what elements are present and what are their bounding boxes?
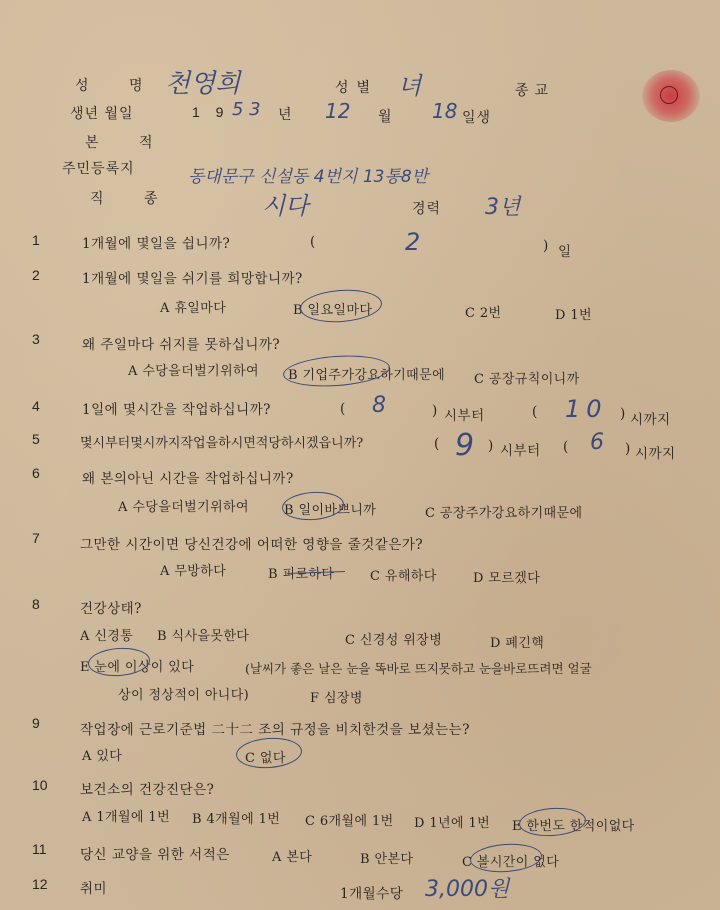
q8-option-c: C 신경성 위장병 xyxy=(345,633,443,648)
q4-from-value: 8 xyxy=(372,393,386,418)
q7-number: 7 xyxy=(32,530,40,546)
q7-option-a: A 무방하다 xyxy=(160,564,227,579)
q8-option-b: B 식사을못한다 xyxy=(157,629,250,644)
q9-answer-circle xyxy=(235,736,303,771)
red-seal-stamp xyxy=(642,70,700,122)
q2-text: 1개월에 몇일을 쉬기를 희망합니까? xyxy=(82,271,303,287)
q9-option-a: A 있다 xyxy=(82,749,123,764)
q10-option-d: D 1년에 1번 xyxy=(414,816,491,831)
q6-option-a: A 수당을더벌기위하여 xyxy=(118,500,249,515)
q6-text: 왜 본의아닌 시간을 작업하십니까? xyxy=(82,471,294,487)
q5-to-unit: 시까지 xyxy=(635,446,676,462)
q5-number: 5 xyxy=(32,431,40,447)
q10-option-c: C 6개월에 1번 xyxy=(305,814,394,829)
q12-text: 취미 xyxy=(80,881,108,897)
q5-from-value: 9 xyxy=(455,428,475,463)
q11-text: 당신 교양을 위한 서적은 xyxy=(80,847,230,863)
q4-paren1-open: ( xyxy=(340,401,346,417)
q10-option-e: E 한번도 한적이없다 xyxy=(512,819,635,834)
seal-inner-ring xyxy=(660,86,678,104)
q2-option-c: C 2번 xyxy=(465,306,502,321)
q4-number: 4 xyxy=(32,398,40,414)
q10-option-b: B 4개월에 1번 xyxy=(192,812,281,827)
name-value: 천영희 xyxy=(165,69,241,99)
q8-option-e-note-cont: 상이 정상적이 아니다) xyxy=(118,688,250,703)
q8-option-e-note: (날씨가 좋은 날은 눈을 똑바로 뜨지못하고 눈을바로뜨려면 얼굴 xyxy=(245,661,592,676)
birth-year-prefix: 1 9 xyxy=(192,104,230,120)
q3-option-c: C 공장규칙이니까 xyxy=(474,372,580,387)
q7-option-d: D 모르겠다 xyxy=(473,571,541,586)
sex-value: 녀 xyxy=(398,72,422,100)
q3-number: 3 xyxy=(32,331,40,347)
address-value: 동대문구 신설동 4번지 13통8반 xyxy=(188,167,429,187)
q8-option-e: E 눈에 이상이 있다 xyxy=(80,660,195,675)
q10-option-a: A 1개월에 1번 xyxy=(82,810,171,825)
q1-paren-open: ( xyxy=(310,234,316,250)
q7-option-c: C 유해하다 xyxy=(370,569,437,584)
birth-year-hand: 5 3 xyxy=(232,99,261,120)
q1-number: 1 xyxy=(32,232,40,248)
address-label: 주민등록지 xyxy=(62,161,135,177)
q3-option-b: B 기업주가강요하기때문에 xyxy=(288,368,446,383)
year-unit: 년 xyxy=(278,107,293,123)
q5-from-unit: 시부터 xyxy=(500,443,541,459)
q1-paren-close: ) xyxy=(543,238,549,254)
q5-paren1-open: ( xyxy=(434,436,440,452)
q1-text: 1개월에 몇일을 쉽니까? xyxy=(82,236,231,252)
q2-option-d: D 1번 xyxy=(555,308,592,323)
job-value: 시다 xyxy=(262,192,309,220)
q8-option-d: D 폐긴핵 xyxy=(490,636,545,651)
q2-answer-circle xyxy=(299,287,383,325)
q5-paren1-close: ) xyxy=(488,438,494,454)
q12-number: 12 xyxy=(32,876,48,892)
name-label: 성 명 xyxy=(75,78,161,94)
q4-to-unit: 시까지 xyxy=(630,412,671,428)
income-value: 3,000원 xyxy=(425,877,510,902)
q10-number: 10 xyxy=(32,777,48,793)
q2-number: 2 xyxy=(32,267,40,283)
q11-option-b: B 안본다 xyxy=(360,852,414,867)
day-unit: 일생 xyxy=(462,110,492,126)
q5-text: 몇시부터몇시까지작업을하시면적당하시겠읍니까? xyxy=(80,436,364,451)
religion-label: 종교 xyxy=(515,83,555,99)
q4-paren2-close: ) xyxy=(620,406,626,422)
q4-paren1-close: ) xyxy=(432,403,438,419)
q6-option-c: C 공장주가강요하기때문에 xyxy=(425,506,583,521)
q4-from-unit: 시부터 xyxy=(444,408,485,424)
birth-label: 생년 월일 xyxy=(70,106,134,122)
q4-paren2-open: ( xyxy=(532,404,538,420)
q8-option-f: F 심장병 xyxy=(310,691,363,706)
birth-month: 12 xyxy=(325,99,351,123)
q2-option-a: A 휴일마다 xyxy=(160,301,227,316)
q9-option-c: C 없다 xyxy=(245,751,286,766)
career-value: 3년 xyxy=(485,195,521,220)
q9-text: 작업장에 근로기준법 二十二 조의 규정을 비치한것을 보셨는는? xyxy=(80,722,470,738)
q6-number: 6 xyxy=(32,465,40,481)
sex-label: 성별 xyxy=(335,80,379,96)
q7-text: 그만한 시간이면 당신건강에 어떠한 영향을 줄것같은가? xyxy=(80,537,424,553)
month-unit: 월 xyxy=(378,109,393,125)
q9-number: 9 xyxy=(32,715,40,731)
q5-paren2-open: ( xyxy=(563,439,569,455)
q4-to-value: 10 xyxy=(565,395,608,423)
income-label: 1개월수당 xyxy=(340,886,404,902)
q8-number: 8 xyxy=(32,596,40,612)
q11-option-c: C 볼시간이 없다 xyxy=(462,855,560,870)
q8-text: 건강상태? xyxy=(80,601,142,617)
career-label: 경력 xyxy=(412,201,442,217)
job-label: 직 종 xyxy=(90,191,176,207)
q11-number: 11 xyxy=(32,841,47,857)
q1-suffix: 일 xyxy=(558,244,572,260)
q10-text: 보건소의 건강진단은? xyxy=(80,782,215,798)
q2-option-b: B 일요일마다 xyxy=(293,303,373,318)
q5-paren2-close: ) xyxy=(625,441,631,457)
q4-text: 1일에 몇시간을 작업하십니까? xyxy=(82,402,271,418)
q11-option-a: A 본다 xyxy=(272,850,313,865)
q3-text: 왜 주일마다 쉬지를 못하십니까? xyxy=(82,337,281,353)
q3-option-a: A 수당을더벌기위하여 xyxy=(128,364,259,379)
q8-option-a: A 신경통 xyxy=(80,629,134,644)
q3-answer-circle xyxy=(282,352,391,389)
q1-answer: 2 xyxy=(405,228,421,256)
origin-label: 본 적 xyxy=(85,135,171,151)
q6-option-b: B 일이바쁘니까 xyxy=(284,503,377,518)
q7-option-b: B 피로하다 xyxy=(268,567,335,582)
q5-to-value: 6 xyxy=(590,430,604,455)
birth-day: 18 xyxy=(432,99,458,123)
